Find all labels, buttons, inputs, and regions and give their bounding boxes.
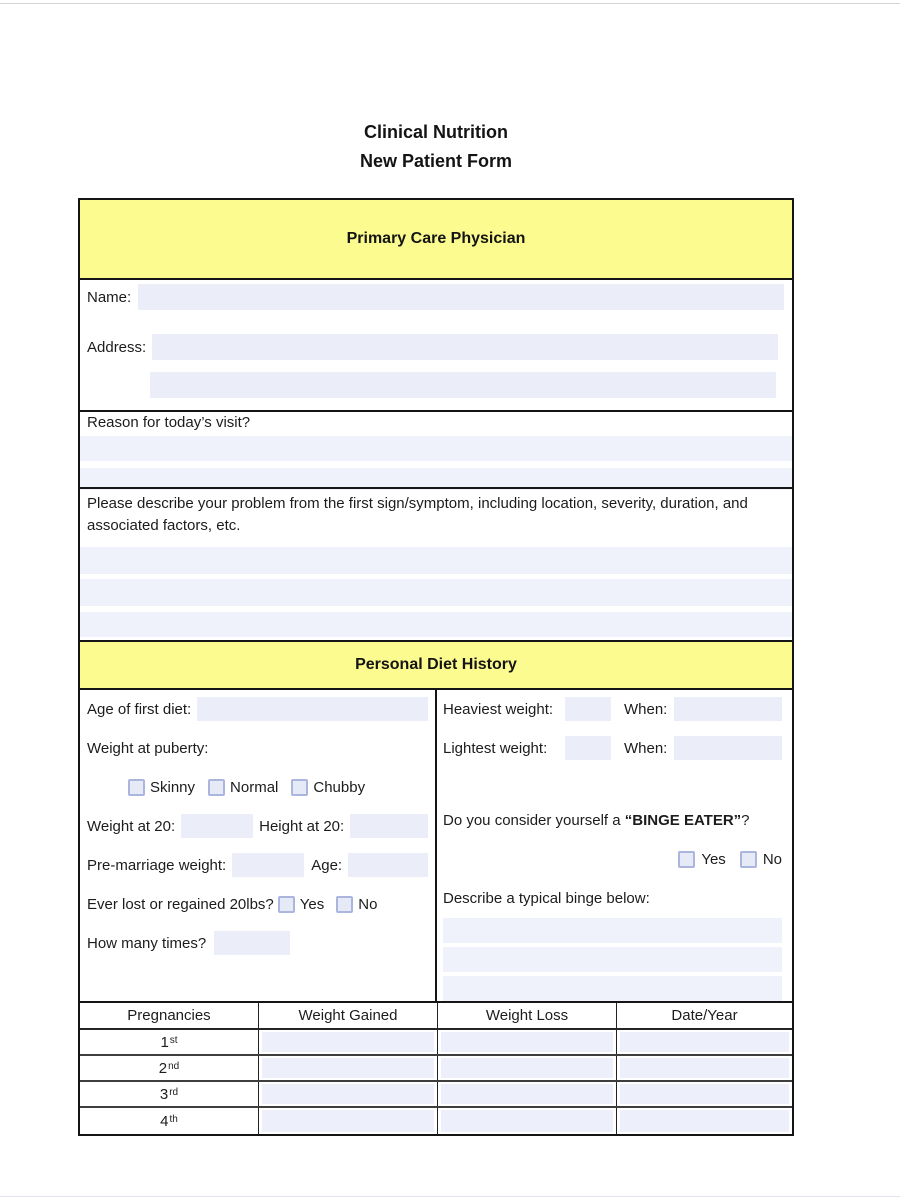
address-row-2: [150, 372, 776, 398]
pregnancy-4-ordinal: 4 $^{th}$: [80, 1108, 259, 1134]
pregnancy-2-weight-gained-cell: [259, 1056, 438, 1080]
pregnancy-row-4: [80, 1108, 792, 1134]
lost-regained-yes-label: Yes: [299, 895, 325, 913]
pregnancy-3-weight-gained-cell: [259, 1082, 438, 1106]
form-title-line1: Clinical Nutrition: [364, 122, 508, 142]
describe-binge-label: Describe a typical binge below:: [443, 889, 650, 907]
contact-section: [80, 280, 792, 410]
height-at-20-label: Height at 20:: [259, 817, 345, 835]
pregnancy-1-weight-loss-cell: [438, 1030, 617, 1054]
pregnancy-4-weight-gained-cell: [259, 1108, 438, 1134]
chubby-checkbox[interactable]: [291, 779, 308, 796]
age-input[interactable]: [348, 853, 428, 877]
pregnancy-3-weight-loss-input[interactable]: [441, 1084, 613, 1104]
pregnancy-4-weight-loss-cell: [438, 1108, 617, 1134]
name-input[interactable]: [138, 284, 784, 310]
patient-form: [78, 198, 794, 1136]
pregnancy-3-weight-gained-input[interactable]: [262, 1084, 434, 1104]
pregnancy-4-weight-loss-input[interactable]: [441, 1110, 613, 1132]
form-title-line2: New Patient Form: [359, 151, 513, 171]
heaviest-weight-label: Heaviest weight:: [443, 700, 554, 718]
binge-input-line3[interactable]: [443, 976, 782, 1001]
heaviest-when-input[interactable]: [674, 697, 782, 721]
pre-marriage-weight-input[interactable]: [232, 853, 304, 877]
pregnancy-4-date-year-input[interactable]: [620, 1110, 789, 1132]
page-bottom-rule: [0, 1196, 900, 1197]
binge-input-line1[interactable]: [443, 918, 782, 943]
puberty-options-row: [87, 775, 428, 799]
form-title: [78, 118, 794, 176]
lost-regained-no-checkbox[interactable]: [336, 896, 353, 913]
lightest-weight-label: Lightest weight:: [443, 739, 548, 757]
pregnancy-2-date-year-input[interactable]: [620, 1058, 789, 1078]
diet-history-section: [80, 690, 792, 1001]
weight-gained-column-header: Weight Gained: [259, 1003, 438, 1028]
how-many-times-row: [87, 931, 428, 955]
lost-regained-row: [87, 892, 428, 916]
pregnancy-2-weight-loss-input[interactable]: [441, 1058, 613, 1078]
pregnancy-2-weight-loss-cell: [438, 1056, 617, 1080]
section-header-diet-history: [80, 640, 792, 690]
lightest-weight-row: [443, 736, 782, 760]
pregnancy-2-date-year-cell: [617, 1056, 792, 1080]
pregnancy-4-date-year-cell: [617, 1108, 792, 1134]
pregnancy-1-weight-gained-cell: [259, 1030, 438, 1054]
pregnancy-2-weight-gained-input[interactable]: [262, 1058, 434, 1078]
pregnancy-row-3: [80, 1082, 792, 1108]
address-label: Address:: [87, 338, 147, 356]
pre-marriage-row: [87, 853, 428, 877]
pregnancy-3-ordinal: 3 $^{rd}$: [80, 1082, 259, 1106]
height-at-20-input[interactable]: [350, 814, 428, 838]
problem-input-line1[interactable]: [80, 547, 792, 574]
pregnancy-1-weight-loss-input[interactable]: [441, 1032, 613, 1052]
pregnancy-3-weight-loss-cell: [438, 1082, 617, 1106]
lightest-when-label: When:: [624, 739, 668, 757]
normal-label: Normal: [230, 778, 279, 796]
right-column-spacer: [443, 775, 782, 808]
heaviest-weight-input[interactable]: [565, 697, 611, 721]
binge-yes-no-row: [443, 847, 782, 871]
lost-regained-yes-checkbox[interactable]: [278, 896, 295, 913]
pregnancy-1-date-year-cell: [617, 1030, 792, 1054]
problem-description-section: [80, 487, 792, 640]
binge-no-checkbox[interactable]: [740, 851, 757, 868]
pregnancy-2-ordinal: 2 $^{nd}$: [80, 1056, 259, 1080]
heaviest-weight-row: [443, 697, 782, 721]
lightest-when-input[interactable]: [674, 736, 782, 760]
section-header-primary-care: [80, 200, 792, 280]
lightest-weight-input[interactable]: [565, 736, 611, 760]
binge-yes-checkbox[interactable]: [678, 851, 695, 868]
binge-no-label: No: [762, 850, 782, 868]
pregnancy-3-date-year-cell: [617, 1082, 792, 1106]
weight-puberty-row: [87, 736, 428, 760]
skinny-checkbox[interactable]: [128, 779, 145, 796]
pregnancy-3-date-year-input[interactable]: [620, 1084, 789, 1104]
pregnancy-4-weight-gained-input[interactable]: [262, 1110, 434, 1132]
diet-history-right-column: [437, 690, 792, 1001]
age-label: Age:: [311, 856, 343, 874]
lost-regained-label: Ever lost or regained 20lbs?: [87, 895, 274, 913]
weight-loss-column-header: Weight Loss: [438, 1003, 617, 1028]
pregnancies-column-header: Pregnancies: [80, 1003, 259, 1028]
diet-history-header-text: Personal Diet History: [355, 656, 517, 673]
binge-input-line2[interactable]: [443, 947, 782, 972]
weight-at-20-input[interactable]: [181, 814, 253, 838]
name-row: [80, 284, 792, 310]
skinny-label: Skinny: [150, 778, 196, 796]
heaviest-when-label: When:: [624, 700, 668, 718]
date-year-column-header: Date/Year: [671, 1007, 738, 1024]
problem-input-line3[interactable]: [80, 612, 792, 637]
page-top-rule: [0, 3, 900, 4]
diet-history-left-column: [80, 690, 437, 1001]
describe-binge-row: [443, 886, 782, 910]
pre-marriage-weight-label: Pre-marriage weight:: [87, 856, 227, 874]
address-input-line2[interactable]: [150, 372, 776, 398]
pregnancy-row-1: [80, 1030, 792, 1056]
reason-label: Reason for today’s visit?: [87, 414, 251, 431]
how-many-times-label: How many times?: [87, 934, 207, 952]
pregnancy-1-weight-gained-input[interactable]: [262, 1032, 434, 1052]
chubby-label: Chubby: [313, 778, 366, 796]
pregnancy-table: [80, 1001, 792, 1134]
reason-input-line1[interactable]: [80, 436, 792, 461]
lost-regained-no-label: No: [358, 895, 378, 913]
age-first-diet-input[interactable]: [197, 697, 428, 721]
address-row: [80, 334, 792, 360]
name-label: Name:: [87, 288, 132, 306]
age-first-diet-label: Age of first diet:: [87, 700, 192, 718]
problem-description-label: Please describe your problem from the first sign/symptom, including location, severity, duration, and associated factors, etc.: [87, 495, 748, 534]
weight-height-20-row: [87, 814, 428, 838]
primary-care-header-text: Primary Care Physician: [346, 230, 526, 247]
problem-input-line2[interactable]: [80, 579, 792, 606]
pregnancy-row-2: [80, 1056, 792, 1082]
reason-section: [80, 410, 792, 487]
pregnancy-table-header-row: [80, 1003, 792, 1030]
binge-question-row: [443, 808, 782, 832]
address-input-line1[interactable]: [152, 334, 778, 360]
weight-puberty-label: Weight at puberty:: [87, 739, 209, 757]
pregnancy-1-date-year-input[interactable]: [620, 1032, 789, 1052]
binge-question-label: Do you consider yourself a “BINGE EATER”?: [443, 811, 750, 829]
age-first-diet-row: [87, 697, 428, 721]
weight-at-20-label: Weight at 20:: [87, 817, 176, 835]
how-many-times-input[interactable]: [214, 931, 290, 955]
normal-checkbox[interactable]: [208, 779, 225, 796]
pregnancy-1-ordinal: 1 $^{st}$: [80, 1030, 259, 1054]
binge-yes-label: Yes: [701, 850, 726, 868]
